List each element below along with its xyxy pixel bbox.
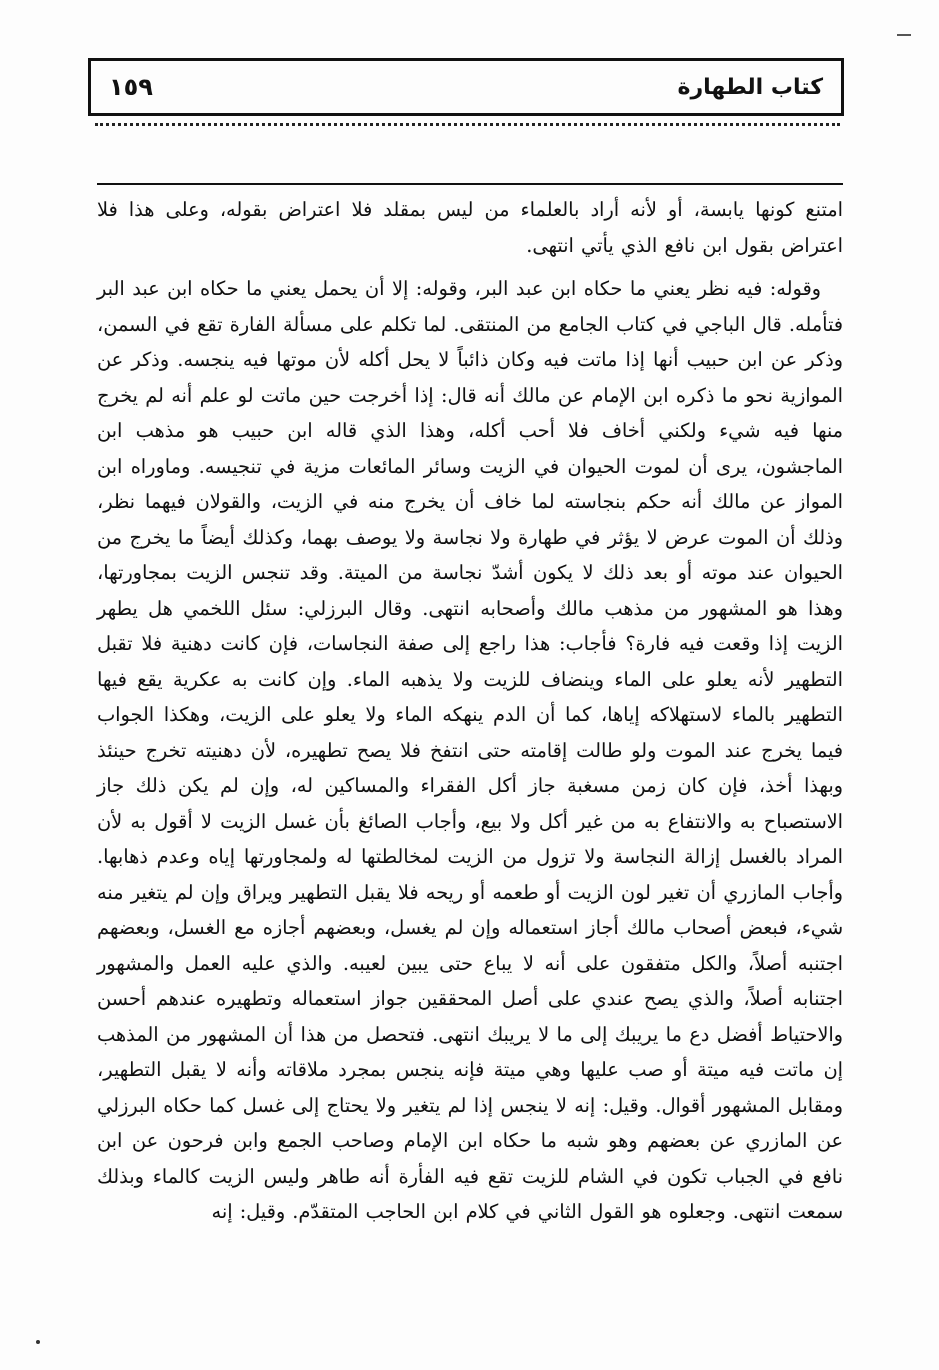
main-text: [97, 192, 843, 1230]
running-header: [88, 58, 844, 116]
header-rule: [97, 183, 843, 185]
paragraph: امتنع كونها يابسة، أو لأنه أراد بالعلماء من ليس بمقلد فلا اعتراض بقوله، وعلى هذا فلا اعتراض بقول ابن نافع الذي يأتي انتهى.: [97, 198, 843, 257]
scan-mark: [36, 1340, 40, 1344]
paragraph: وقوله: فيه نظر يعني ما حكاه ابن عبد البر، وقوله: إلا أن يحمل يعني ما حكاه ابن عبد البر فتأمله. قال الباجي في كتاب الجامع من المنتقى. لما تكلم على مسألة الفارة تقع في السمن، وذكر عن ابن حبيب أنها إذا ماتت فيه وكان ذائباً لا يحل أكله لأن موتها فيه ينجسه. وذكر عن الموازية نحو ما ذكره ابن الإمام عن مالك أنه قال: إذا أخرجت حين ماتت لو علم أنه لم يخرج منها فيه شيء ولكني أخاف فلا أحب أكله، وهذا الذي قاله ابن حبيب هو مذهب ابن الماجشون، يرى أن لموت الحيوان في الزيت وسائر المائعات مزية في تنجيسه. وماوراه ابن المواز عن مالك أنه حكم بنجاسته لما خاف أن يخرج منه في الزيت، والقولان فيهما نظر، وذلك أن الموت عرض لا يؤثر في طهارة ولا نجاسة ولا يوصف بهما، وكذلك أيضاً ما يخرج من الحيوان عند موته أو بعد ذلك لا يكون أشدّ نجاسة من الميتة. وقد تنجس الزيت بمجاورتها، وهذا هو المشهور من مذهب مالك وأصحابه انتهى. وقال البرزلي: سئل اللخمي هل يطهر الزيت إذا وقعت فيه فارة؟ فأجاب: هذا راجع إلى صفة النجاسات، فإن كانت دهنية فلا تقبل التطهير لأنه يعلو على الماء وينضاف للزيت ولا يذهبه الماء. وإن كانت به عكرية يقع فيها التطهير بالماء لاستهلاكه إياها، كما أن الدم ينهكه الماء ولا يعلو على الزيت، وهكذا الجواب فيما يخرج عند الموت ولو طالت إقامته حتى انتفخ فلا يصح تطهيره، لأن دهنيته تخرج حينئذ وبهذا أخذ، فإن كان زمن مسغبة جاز أكل الفقراء والمساكين له، وإن لم يكن ذلك جاز الاستصباح به والانتفاع به من غير أكل ولا بيع، وأجاب الصائغ بأن غسل الزيت لا أقول به لأن المراد بالغسل إزالة النجاسة ولا تزول من الزيت لمخالطتها له ولمجاورتها إياه وعدم ذهابها. وأجاب المازري أن تغير لون الزيت أو طعمه أو ريحه فلا يقبل التطهير ويراق وإن لم يتغير منه شيء، فبعض أصحاب مالك أجاز استعماله وإن لم يغسل، وبعضهم أجازه مع الغسل، وبعضهم اجتنبه أصلاً، والكل متفقون على أنه لا يباع حتى يبين لعيبه. والذي عليه العمل والمشهور اجتنابه أصلاً، والذي يصح عندي على أصل المحققين جواز استعماله وتطهيره عندهم أحسن والاحتياط أفضل دع ما يريبك إلى ما لا يريبك انتهى. فتحصل من هذا أن المشهور من المذهب إن ماتت فيه ميتة أو صب عليها وهي ميتة فإنه ينجس بمجرد ملاقاته وأنه لا يقبل التطهير، ومقابل المشهور أقوال. وقيل: إنه لا ينجس إذا لم يتغير ولا يحتاج إلى غسل كما حكاه البرزلي عن المازري عن بعضهم وهو شبه ما حكاه ابن الإمام وصاحب الجمع وابن فرحون عن ابن نافع في الجباب تكون في الشام للزيت تقع فيه الفأرة أنه طاهر وليس الزيت كالماء وبذلك سمعت انتهى. وجعلوه هو القول الثاني في كلام ابن الحاجب المتقدّم. وقيل: إنه: [97, 277, 843, 1223]
corner-mark: [897, 34, 911, 36]
header-title: كتاب الطهارة: [677, 74, 823, 100]
dotted-separator: [95, 123, 840, 126]
page-number: ١٥٩: [109, 73, 153, 101]
